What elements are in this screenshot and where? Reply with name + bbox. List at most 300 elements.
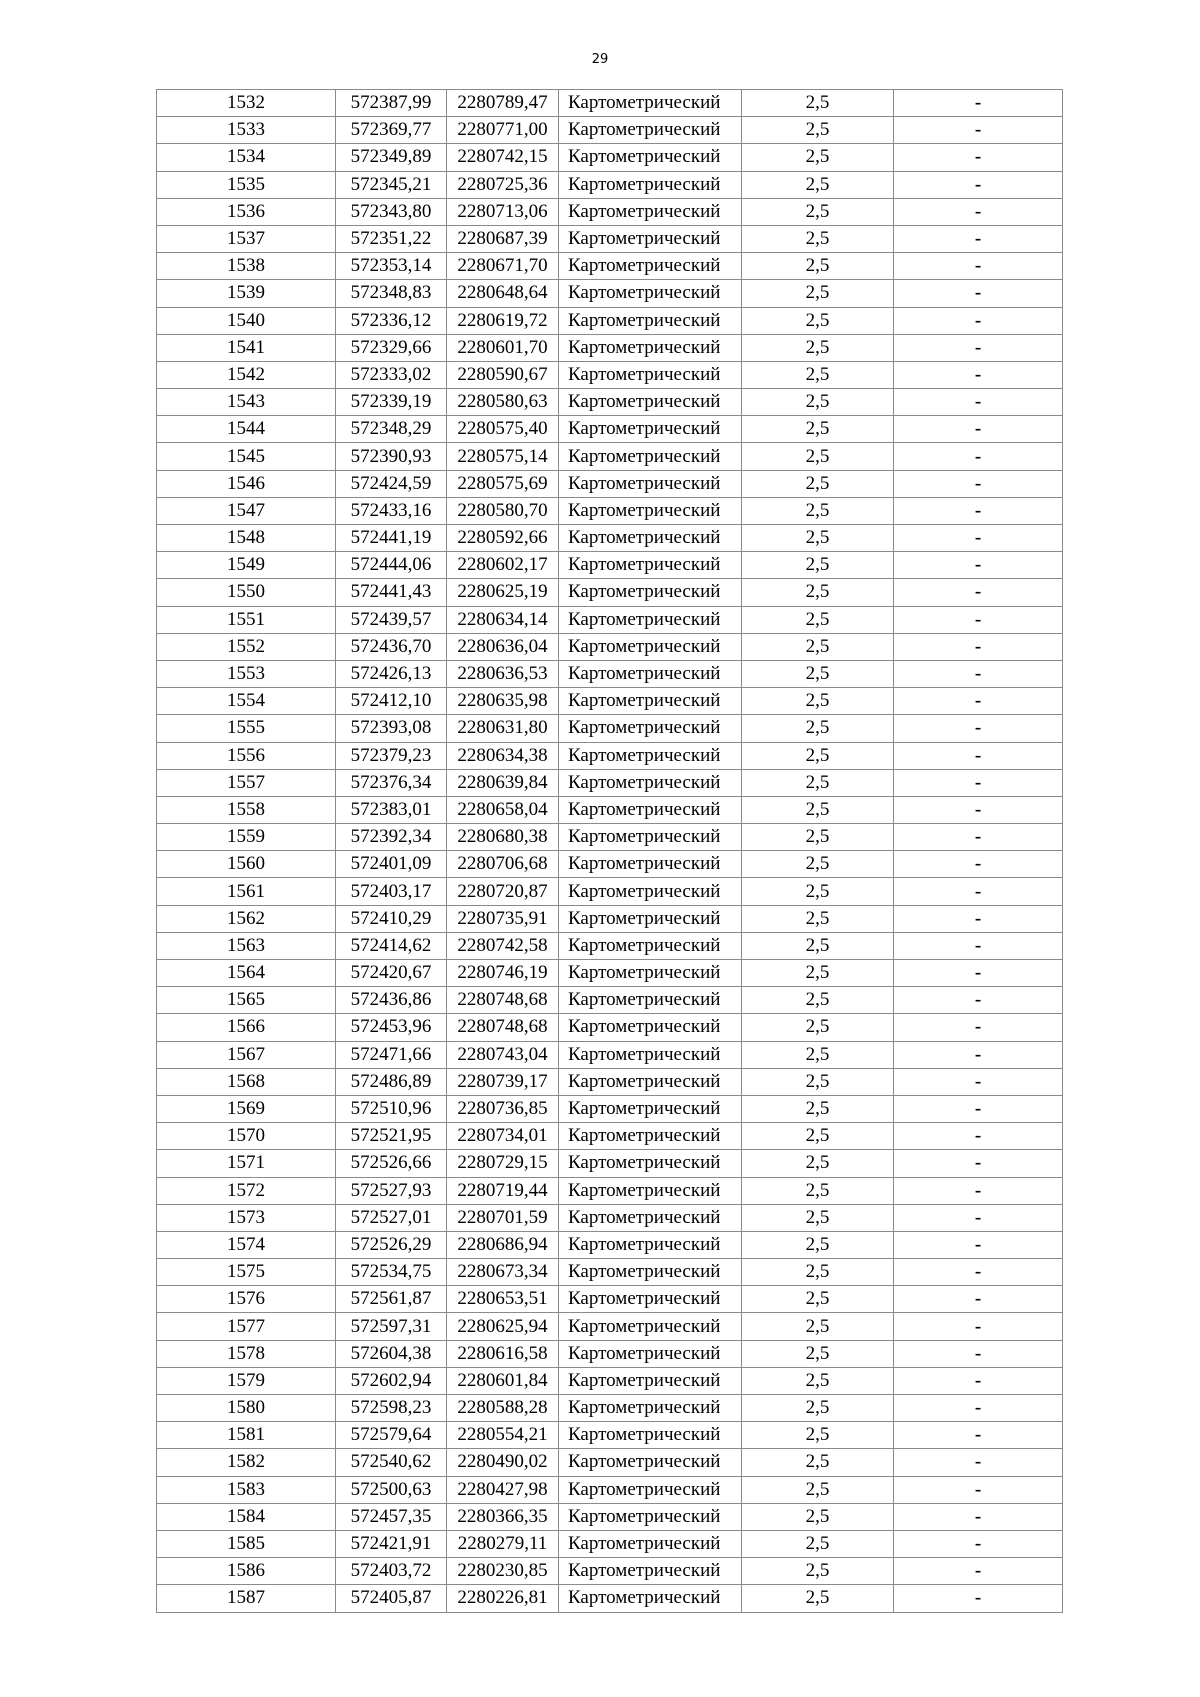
x-coordinate-cell: 572414,62 [336, 932, 447, 959]
method-cell: Картометрический [559, 688, 742, 715]
description-cell: - [894, 334, 1063, 361]
table-row [157, 361, 1063, 388]
accuracy-cell: 2,5 [742, 960, 894, 987]
table-row [157, 960, 1063, 987]
point-number-cell: 1544 [157, 416, 336, 443]
y-coordinate-cell: 2280619,72 [447, 307, 559, 334]
description-cell: - [894, 633, 1063, 660]
x-coordinate-cell: 572336,12 [336, 307, 447, 334]
y-coordinate-cell: 2280729,15 [447, 1150, 559, 1177]
description-cell: - [894, 198, 1063, 225]
accuracy-cell: 2,5 [742, 1123, 894, 1150]
description-cell: - [894, 1231, 1063, 1258]
x-coordinate-cell: 572403,72 [336, 1558, 447, 1585]
method-cell: Картометрический [559, 1585, 742, 1612]
accuracy-cell: 2,5 [742, 1095, 894, 1122]
accuracy-cell: 2,5 [742, 389, 894, 416]
method-cell: Картометрический [559, 1313, 742, 1340]
point-number-cell: 1582 [157, 1449, 336, 1476]
x-coordinate-cell: 572527,93 [336, 1177, 447, 1204]
description-cell: - [894, 1558, 1063, 1585]
description-cell: - [894, 1449, 1063, 1476]
x-coordinate-cell: 572383,01 [336, 796, 447, 823]
accuracy-cell: 2,5 [742, 144, 894, 171]
y-coordinate-cell: 2280687,39 [447, 225, 559, 252]
accuracy-cell: 2,5 [742, 715, 894, 742]
y-coordinate-cell: 2280742,58 [447, 932, 559, 959]
y-coordinate-cell: 2280734,01 [447, 1123, 559, 1150]
table-row [157, 416, 1063, 443]
x-coordinate-cell: 572405,87 [336, 1585, 447, 1612]
y-coordinate-cell: 2280743,04 [447, 1041, 559, 1068]
x-coordinate-cell: 572390,93 [336, 443, 447, 470]
description-cell: - [894, 361, 1063, 388]
accuracy-cell: 2,5 [742, 90, 894, 117]
point-number-cell: 1548 [157, 525, 336, 552]
method-cell: Картометрический [559, 1177, 742, 1204]
point-number-cell: 1542 [157, 361, 336, 388]
method-cell: Картометрический [559, 1014, 742, 1041]
method-cell: Картометрический [559, 1204, 742, 1231]
y-coordinate-cell: 2280748,68 [447, 987, 559, 1014]
point-number-cell: 1570 [157, 1123, 336, 1150]
y-coordinate-cell: 2280746,19 [447, 960, 559, 987]
table-row [157, 1449, 1063, 1476]
y-coordinate-cell: 2280588,28 [447, 1395, 559, 1422]
accuracy-cell: 2,5 [742, 497, 894, 524]
y-coordinate-cell: 2280226,81 [447, 1585, 559, 1612]
y-coordinate-cell: 2280720,87 [447, 878, 559, 905]
accuracy-cell: 2,5 [742, 1313, 894, 1340]
table-row [157, 1340, 1063, 1367]
method-cell: Картометрический [559, 307, 742, 334]
x-coordinate-cell: 572379,23 [336, 742, 447, 769]
point-number-cell: 1583 [157, 1476, 336, 1503]
accuracy-cell: 2,5 [742, 1395, 894, 1422]
y-coordinate-cell: 2280592,66 [447, 525, 559, 552]
point-number-cell: 1549 [157, 552, 336, 579]
method-cell: Картометрический [559, 253, 742, 280]
method-cell: Картометрический [559, 117, 742, 144]
y-coordinate-cell: 2280719,44 [447, 1177, 559, 1204]
accuracy-cell: 2,5 [742, 443, 894, 470]
description-cell: - [894, 1150, 1063, 1177]
x-coordinate-cell: 572439,57 [336, 606, 447, 633]
point-number-cell: 1547 [157, 497, 336, 524]
description-cell: - [894, 525, 1063, 552]
method-cell: Картометрический [559, 497, 742, 524]
method-cell: Картометрический [559, 987, 742, 1014]
y-coordinate-cell: 2280789,47 [447, 90, 559, 117]
method-cell: Картометрический [559, 905, 742, 932]
accuracy-cell: 2,5 [742, 1286, 894, 1313]
table-row [157, 688, 1063, 715]
point-number-cell: 1579 [157, 1367, 336, 1394]
description-cell: - [894, 470, 1063, 497]
point-number-cell: 1543 [157, 389, 336, 416]
y-coordinate-cell: 2280616,58 [447, 1340, 559, 1367]
description-cell: - [894, 932, 1063, 959]
y-coordinate-cell: 2280580,63 [447, 389, 559, 416]
point-number-cell: 1559 [157, 824, 336, 851]
y-coordinate-cell: 2280713,06 [447, 198, 559, 225]
point-number-cell: 1538 [157, 253, 336, 280]
method-cell: Картометрический [559, 144, 742, 171]
method-cell: Картометрический [559, 361, 742, 388]
y-coordinate-cell: 2280279,11 [447, 1530, 559, 1557]
accuracy-cell: 2,5 [742, 579, 894, 606]
y-coordinate-cell: 2280636,04 [447, 633, 559, 660]
x-coordinate-cell: 572339,19 [336, 389, 447, 416]
y-coordinate-cell: 2280639,84 [447, 769, 559, 796]
accuracy-cell: 2,5 [742, 1530, 894, 1557]
method-cell: Картометрический [559, 1367, 742, 1394]
accuracy-cell: 2,5 [742, 198, 894, 225]
description-cell: - [894, 225, 1063, 252]
accuracy-cell: 2,5 [742, 334, 894, 361]
accuracy-cell: 2,5 [742, 525, 894, 552]
point-number-cell: 1545 [157, 443, 336, 470]
x-coordinate-cell: 572412,10 [336, 688, 447, 715]
point-number-cell: 1578 [157, 1340, 336, 1367]
x-coordinate-cell: 572526,29 [336, 1231, 447, 1258]
y-coordinate-cell: 2280658,04 [447, 796, 559, 823]
method-cell: Картометрический [559, 796, 742, 823]
y-coordinate-cell: 2280590,67 [447, 361, 559, 388]
description-cell: - [894, 1095, 1063, 1122]
table-row [157, 851, 1063, 878]
x-coordinate-cell: 572349,89 [336, 144, 447, 171]
description-cell: - [894, 1585, 1063, 1612]
method-cell: Картометрический [559, 932, 742, 959]
accuracy-cell: 2,5 [742, 1449, 894, 1476]
point-number-cell: 1564 [157, 960, 336, 987]
table-row [157, 606, 1063, 633]
table-row [157, 443, 1063, 470]
accuracy-cell: 2,5 [742, 1585, 894, 1612]
table-row [157, 1068, 1063, 1095]
description-cell: - [894, 1286, 1063, 1313]
point-number-cell: 1562 [157, 905, 336, 932]
point-number-cell: 1550 [157, 579, 336, 606]
y-coordinate-cell: 2280742,15 [447, 144, 559, 171]
description-cell: - [894, 1367, 1063, 1394]
method-cell: Картометрический [559, 633, 742, 660]
y-coordinate-cell: 2280636,53 [447, 660, 559, 687]
point-number-cell: 1576 [157, 1286, 336, 1313]
table-row [157, 769, 1063, 796]
point-number-cell: 1581 [157, 1422, 336, 1449]
description-cell: - [894, 851, 1063, 878]
table-row [157, 1585, 1063, 1612]
y-coordinate-cell: 2280771,00 [447, 117, 559, 144]
point-number-cell: 1569 [157, 1095, 336, 1122]
point-number-cell: 1533 [157, 117, 336, 144]
accuracy-cell: 2,5 [742, 1150, 894, 1177]
y-coordinate-cell: 2280735,91 [447, 905, 559, 932]
method-cell: Картометрический [559, 1068, 742, 1095]
method-cell: Картометрический [559, 579, 742, 606]
x-coordinate-cell: 572604,38 [336, 1340, 447, 1367]
x-coordinate-cell: 572351,22 [336, 225, 447, 252]
point-number-cell: 1566 [157, 1014, 336, 1041]
x-coordinate-cell: 572348,29 [336, 416, 447, 443]
method-cell: Картометрический [559, 742, 742, 769]
x-coordinate-cell: 572393,08 [336, 715, 447, 742]
accuracy-cell: 2,5 [742, 1068, 894, 1095]
x-coordinate-cell: 572579,64 [336, 1422, 447, 1449]
x-coordinate-cell: 572392,34 [336, 824, 447, 851]
description-cell: - [894, 1530, 1063, 1557]
table-row [157, 1259, 1063, 1286]
description-cell: - [894, 1259, 1063, 1286]
accuracy-cell: 2,5 [742, 1558, 894, 1585]
x-coordinate-cell: 572521,95 [336, 1123, 447, 1150]
accuracy-cell: 2,5 [742, 225, 894, 252]
description-cell: - [894, 552, 1063, 579]
y-coordinate-cell: 2280554,21 [447, 1422, 559, 1449]
point-number-cell: 1568 [157, 1068, 336, 1095]
method-cell: Картометрический [559, 960, 742, 987]
method-cell: Картометрический [559, 1395, 742, 1422]
method-cell: Картометрический [559, 1340, 742, 1367]
point-number-cell: 1553 [157, 660, 336, 687]
description-cell: - [894, 144, 1063, 171]
method-cell: Картометрический [559, 1286, 742, 1313]
accuracy-cell: 2,5 [742, 1231, 894, 1258]
table-row [157, 117, 1063, 144]
point-number-cell: 1573 [157, 1204, 336, 1231]
method-cell: Картометрический [559, 1259, 742, 1286]
method-cell: Картометрический [559, 389, 742, 416]
accuracy-cell: 2,5 [742, 824, 894, 851]
x-coordinate-cell: 572453,96 [336, 1014, 447, 1041]
method-cell: Картометрический [559, 824, 742, 851]
accuracy-cell: 2,5 [742, 660, 894, 687]
method-cell: Картометрический [559, 1041, 742, 1068]
y-coordinate-cell: 2280634,38 [447, 742, 559, 769]
accuracy-cell: 2,5 [742, 1340, 894, 1367]
y-coordinate-cell: 2280625,19 [447, 579, 559, 606]
description-cell: - [894, 1068, 1063, 1095]
method-cell: Картометрический [559, 470, 742, 497]
description-cell: - [894, 253, 1063, 280]
y-coordinate-cell: 2280706,68 [447, 851, 559, 878]
x-coordinate-cell: 572403,17 [336, 878, 447, 905]
point-number-cell: 1539 [157, 280, 336, 307]
accuracy-cell: 2,5 [742, 117, 894, 144]
x-coordinate-cell: 572410,29 [336, 905, 447, 932]
accuracy-cell: 2,5 [742, 742, 894, 769]
table-row [157, 878, 1063, 905]
y-coordinate-cell: 2280701,59 [447, 1204, 559, 1231]
x-coordinate-cell: 572421,91 [336, 1530, 447, 1557]
point-number-cell: 1560 [157, 851, 336, 878]
point-number-cell: 1552 [157, 633, 336, 660]
description-cell: - [894, 1014, 1063, 1041]
y-coordinate-cell: 2280601,70 [447, 334, 559, 361]
point-number-cell: 1554 [157, 688, 336, 715]
accuracy-cell: 2,5 [742, 878, 894, 905]
method-cell: Картометрический [559, 280, 742, 307]
y-coordinate-cell: 2280490,02 [447, 1449, 559, 1476]
accuracy-cell: 2,5 [742, 1014, 894, 1041]
y-coordinate-cell: 2280686,94 [447, 1231, 559, 1258]
table-row [157, 1286, 1063, 1313]
x-coordinate-cell: 572527,01 [336, 1204, 447, 1231]
table-row [157, 1313, 1063, 1340]
point-number-cell: 1587 [157, 1585, 336, 1612]
table-row [157, 470, 1063, 497]
x-coordinate-cell: 572420,67 [336, 960, 447, 987]
y-coordinate-cell: 2280575,14 [447, 443, 559, 470]
point-number-cell: 1574 [157, 1231, 336, 1258]
method-cell: Картометрический [559, 660, 742, 687]
point-number-cell: 1572 [157, 1177, 336, 1204]
accuracy-cell: 2,5 [742, 1259, 894, 1286]
description-cell: - [894, 90, 1063, 117]
table-row [157, 225, 1063, 252]
accuracy-cell: 2,5 [742, 470, 894, 497]
description-cell: - [894, 117, 1063, 144]
coordinates-table [156, 89, 1063, 1613]
table-row [157, 987, 1063, 1014]
table-row [157, 932, 1063, 959]
accuracy-cell: 2,5 [742, 1476, 894, 1503]
table-row [157, 171, 1063, 198]
table-row [157, 1231, 1063, 1258]
table-row [157, 280, 1063, 307]
x-coordinate-cell: 572471,66 [336, 1041, 447, 1068]
accuracy-cell: 2,5 [742, 280, 894, 307]
x-coordinate-cell: 572444,06 [336, 552, 447, 579]
x-coordinate-cell: 572433,16 [336, 497, 447, 524]
x-coordinate-cell: 572436,70 [336, 633, 447, 660]
x-coordinate-cell: 572329,66 [336, 334, 447, 361]
y-coordinate-cell: 2280653,51 [447, 1286, 559, 1313]
description-cell: - [894, 715, 1063, 742]
description-cell: - [894, 660, 1063, 687]
y-coordinate-cell: 2280648,64 [447, 280, 559, 307]
method-cell: Картометрический [559, 1503, 742, 1530]
table-row [157, 1395, 1063, 1422]
description-cell: - [894, 1422, 1063, 1449]
point-number-cell: 1558 [157, 796, 336, 823]
point-number-cell: 1565 [157, 987, 336, 1014]
accuracy-cell: 2,5 [742, 307, 894, 334]
description-cell: - [894, 905, 1063, 932]
description-cell: - [894, 742, 1063, 769]
x-coordinate-cell: 572526,66 [336, 1150, 447, 1177]
y-coordinate-cell: 2280602,17 [447, 552, 559, 579]
x-coordinate-cell: 572387,99 [336, 90, 447, 117]
accuracy-cell: 2,5 [742, 1367, 894, 1394]
x-coordinate-cell: 572376,34 [336, 769, 447, 796]
y-coordinate-cell: 2280680,38 [447, 824, 559, 851]
description-cell: - [894, 1395, 1063, 1422]
table-row [157, 1503, 1063, 1530]
point-number-cell: 1571 [157, 1150, 336, 1177]
y-coordinate-cell: 2280725,36 [447, 171, 559, 198]
accuracy-cell: 2,5 [742, 1204, 894, 1231]
point-number-cell: 1586 [157, 1558, 336, 1585]
table-row [157, 497, 1063, 524]
point-number-cell: 1551 [157, 606, 336, 633]
x-coordinate-cell: 572426,13 [336, 660, 447, 687]
y-coordinate-cell: 2280601,84 [447, 1367, 559, 1394]
x-coordinate-cell: 572333,02 [336, 361, 447, 388]
x-coordinate-cell: 572353,14 [336, 253, 447, 280]
accuracy-cell: 2,5 [742, 769, 894, 796]
point-number-cell: 1563 [157, 932, 336, 959]
method-cell: Картометрический [559, 606, 742, 633]
table-row [157, 525, 1063, 552]
accuracy-cell: 2,5 [742, 796, 894, 823]
description-cell: - [894, 1340, 1063, 1367]
x-coordinate-cell: 572345,21 [336, 171, 447, 198]
y-coordinate-cell: 2280575,69 [447, 470, 559, 497]
x-coordinate-cell: 572436,86 [336, 987, 447, 1014]
accuracy-cell: 2,5 [742, 905, 894, 932]
accuracy-cell: 2,5 [742, 932, 894, 959]
description-cell: - [894, 796, 1063, 823]
accuracy-cell: 2,5 [742, 851, 894, 878]
x-coordinate-cell: 572510,96 [336, 1095, 447, 1122]
accuracy-cell: 2,5 [742, 1503, 894, 1530]
method-cell: Картометрический [559, 90, 742, 117]
table-row [157, 1041, 1063, 1068]
method-cell: Картометрический [559, 1530, 742, 1557]
description-cell: - [894, 1503, 1063, 1530]
table-row [157, 1204, 1063, 1231]
point-number-cell: 1557 [157, 769, 336, 796]
point-number-cell: 1577 [157, 1313, 336, 1340]
y-coordinate-cell: 2280736,85 [447, 1095, 559, 1122]
method-cell: Картометрический [559, 715, 742, 742]
x-coordinate-cell: 572457,35 [336, 1503, 447, 1530]
table-body [157, 90, 1063, 1613]
y-coordinate-cell: 2280671,70 [447, 253, 559, 280]
x-coordinate-cell: 572424,59 [336, 470, 447, 497]
y-coordinate-cell: 2280427,98 [447, 1476, 559, 1503]
accuracy-cell: 2,5 [742, 987, 894, 1014]
method-cell: Картометрический [559, 1476, 742, 1503]
point-number-cell: 1580 [157, 1395, 336, 1422]
point-number-cell: 1584 [157, 1503, 336, 1530]
accuracy-cell: 2,5 [742, 1177, 894, 1204]
point-number-cell: 1585 [157, 1530, 336, 1557]
table-row [157, 824, 1063, 851]
x-coordinate-cell: 572598,23 [336, 1395, 447, 1422]
table-row [157, 905, 1063, 932]
point-number-cell: 1535 [157, 171, 336, 198]
table-row [157, 1530, 1063, 1557]
accuracy-cell: 2,5 [742, 552, 894, 579]
x-coordinate-cell: 572500,63 [336, 1476, 447, 1503]
y-coordinate-cell: 2280748,68 [447, 1014, 559, 1041]
accuracy-cell: 2,5 [742, 361, 894, 388]
description-cell: - [894, 443, 1063, 470]
x-coordinate-cell: 572401,09 [336, 851, 447, 878]
description-cell: - [894, 1041, 1063, 1068]
table-row [157, 90, 1063, 117]
table-row [157, 1095, 1063, 1122]
method-cell: Картометрический [559, 851, 742, 878]
x-coordinate-cell: 572602,94 [336, 1367, 447, 1394]
table-row [157, 552, 1063, 579]
description-cell: - [894, 307, 1063, 334]
table-row [157, 796, 1063, 823]
